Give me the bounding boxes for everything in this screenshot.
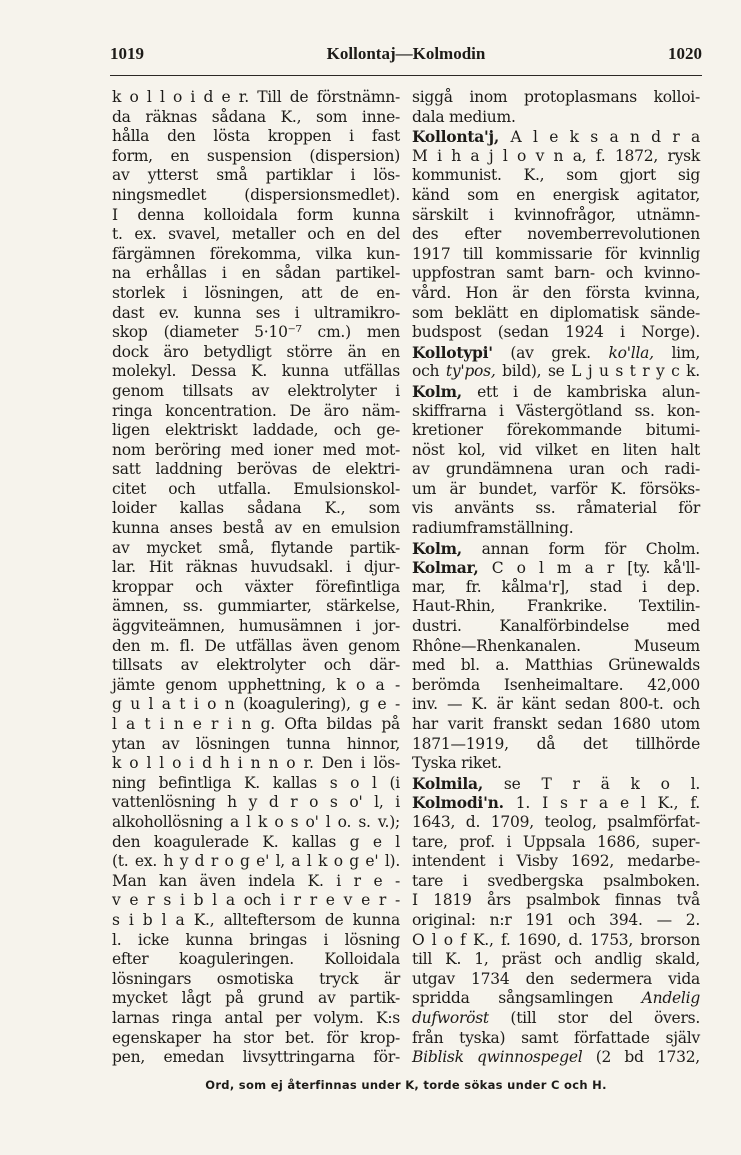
line-text: och xyxy=(412,362,446,381)
line-text: mar, fr. kålma'r], stad i dep. xyxy=(412,577,700,596)
line-text: (av grek. xyxy=(492,343,609,362)
line-text: um är bundet, varför K. försöks- xyxy=(412,479,700,498)
text-line: tillsats av elektrolyter och där- xyxy=(112,656,400,675)
line-text: original: n:r 191 och 394. — 2. xyxy=(412,910,700,929)
italic-term: Biblisk qwinnospegel xyxy=(412,1048,583,1067)
text-line xyxy=(412,950,700,970)
page-title: Kollontaj—Kolmodin xyxy=(326,44,486,63)
line-text: radiumframställning. xyxy=(412,519,574,538)
text-line xyxy=(412,715,700,735)
line-text: des efter novemberrevolutionen xyxy=(412,225,700,244)
text-line: av ytterst små partiklar i lös- xyxy=(112,166,400,185)
text-line: ningsmedlet (dispersionsmedlet). xyxy=(112,185,400,204)
line-text: från tyska) samt författade själv xyxy=(412,1028,700,1047)
line-text: berömda Isenheimaltare. 42,000 xyxy=(412,675,700,694)
text-line: lösningars osmotiska tryck är xyxy=(112,969,400,988)
footer-note: Ord, som ej återfinnas under K, torde sökas under C och H. xyxy=(205,1078,607,1092)
header-rule xyxy=(110,75,702,76)
line-text: inv. — K. är känt sedan 800-t. och xyxy=(412,695,700,714)
headword: Kolm, xyxy=(412,381,462,401)
italic-term: Andelig xyxy=(641,989,700,1008)
text-line xyxy=(412,362,700,382)
left-column xyxy=(112,88,400,1068)
italic-term: ko'lla, xyxy=(608,343,654,362)
line-text: utgav 1734 den sedermera vida xyxy=(412,969,700,988)
text-line xyxy=(412,284,700,304)
text-line: l. icke kunna bringas i lösning xyxy=(112,930,400,949)
text-line xyxy=(412,989,700,1009)
line-text: dala medium. xyxy=(412,107,516,126)
line-text: skiffrarna i Västergötland ss. kon- xyxy=(412,401,700,420)
text-line xyxy=(412,519,700,539)
text-line xyxy=(412,891,700,911)
text-line: egenskaper ha stor bet. för krop- xyxy=(112,1028,400,1047)
headword: Kollonta'j, xyxy=(412,127,500,147)
text-line xyxy=(412,637,700,657)
text-line: loider kallas sådana K., som xyxy=(112,499,400,518)
text-line: nom beröring med ioner med mot- xyxy=(112,440,400,459)
text-line xyxy=(412,931,700,951)
line-text: bild), se L j u s t r y c k. xyxy=(495,362,700,381)
text-line: form, en suspension (dispersion) xyxy=(112,146,400,165)
text-line xyxy=(412,225,700,245)
text-line: ytan av lösningen tunna hinnor, xyxy=(112,734,400,753)
line-text: C o l m a r [ty. kå'll- xyxy=(478,559,700,578)
text-line: alkohollösning a l k o s o' l o. s. v.); xyxy=(112,812,400,831)
line-text: uppfostran samt barn- och kvinno- xyxy=(412,264,700,283)
entry-line xyxy=(412,774,700,794)
text-line: dock äro betydligt större än en xyxy=(112,342,400,361)
line-text: till K. 1, präst och andlig skald, xyxy=(412,950,700,969)
line-text: 1643, d. 1709, teolog, psalmförfat- xyxy=(412,812,700,831)
line-text: kommunist. K., som gjort sig xyxy=(412,166,700,185)
text-line xyxy=(412,578,700,598)
text-line xyxy=(412,735,700,755)
text-line xyxy=(412,245,700,265)
line-text: (2 bd 1732, xyxy=(582,1048,700,1067)
text-line: mycket lågt på grund av partik- xyxy=(112,989,400,1008)
text-line xyxy=(412,833,700,853)
line-text: O l o f K., f. 1690, d. 1753, brorson xyxy=(412,930,700,949)
line-text: 1917 till kommissarie för kvinnlig xyxy=(412,244,700,263)
text-line: t. ex. svavel, metaller och en del xyxy=(112,225,400,244)
line-text: känd som en energisk agitator, xyxy=(412,185,700,204)
entry-line xyxy=(412,382,700,402)
text-line: k o l l o i d e r. Till de förstnämn- xyxy=(112,88,400,106)
text-line: av mycket små, flytande partik- xyxy=(112,538,400,557)
text-line xyxy=(412,813,700,833)
entry-line xyxy=(412,343,700,363)
text-line: l a t i n e r i n g. Ofta bildas på xyxy=(112,715,400,733)
line-text: se T r ä k o l. xyxy=(482,774,700,793)
entry-line xyxy=(412,127,700,147)
page-number-right: 1020 xyxy=(668,44,702,63)
text-line: den m. fl. De utfällas även genom xyxy=(112,636,400,655)
text-line: efter koaguleringen. Kolloidala xyxy=(112,950,400,969)
headword: Kolmodi'n. xyxy=(412,793,504,813)
italic-term: dufworöst xyxy=(412,1008,489,1027)
line-text: 1871—1919, då det tillhörde xyxy=(412,734,700,753)
running-header xyxy=(110,44,702,70)
line-text: som beklätt en diplomatisk sände- xyxy=(412,303,700,322)
text-line: s i b l a K., allteftersom de kunna xyxy=(112,910,400,929)
line-text: vård. Hon är den första kvinna, xyxy=(412,283,700,302)
entry-line xyxy=(412,793,700,813)
text-line xyxy=(412,166,700,186)
text-line: satt laddning berövas de elektri- xyxy=(112,460,400,479)
text-line: äggviteämnen, humusämnen i jor- xyxy=(112,617,400,636)
headword: Kolmila, xyxy=(412,773,483,793)
text-line: storlek i lösningen, att de en- xyxy=(112,283,400,302)
text-line xyxy=(412,304,700,324)
text-line xyxy=(412,206,700,226)
text-line: v e r s i b l a och i r r e v e r - xyxy=(112,891,400,910)
line-text: av grundämnena uran och radi- xyxy=(412,460,700,479)
line-text: särskilt i kvinnofrågor, utnämn- xyxy=(412,205,700,224)
line-text: tare i svedbergska psalmboken. xyxy=(412,871,700,890)
text-line xyxy=(412,617,700,637)
text-line xyxy=(412,441,700,461)
text-line xyxy=(412,872,700,892)
text-line: ämnen, ss. gummiarter, stärkelse, xyxy=(112,597,400,616)
text-line: hålla den lösta kroppen i fast xyxy=(112,127,400,146)
text-line: lar. Hit räknas huvudsakl. i djur- xyxy=(112,558,400,577)
headword: Kolm, xyxy=(412,538,462,558)
line-text: lim, xyxy=(653,343,700,362)
line-text: vis använts ss. råmaterial för xyxy=(412,499,700,518)
text-line xyxy=(412,970,700,990)
line-text: ett i de kambriska alun- xyxy=(461,382,700,401)
entry-line xyxy=(412,539,700,559)
text-line: citet och utfalla. Emulsionskol- xyxy=(112,479,400,498)
line-text: I 1819 års psalmbok finnas två xyxy=(412,891,700,910)
text-line: ringa koncentration. De äro näm- xyxy=(112,401,400,420)
text-line: vattenlösning h y d r o s o' l, i xyxy=(112,793,400,812)
text-line: kunna anses bestå av en emulsion xyxy=(112,519,400,538)
line-text: nöst kol, vid vilket en liten halt xyxy=(412,440,700,459)
text-line xyxy=(412,264,700,284)
text-line xyxy=(412,1009,700,1029)
headword: Kollotypi' xyxy=(412,342,493,362)
text-line: I denna kolloidala form kunna xyxy=(112,205,400,224)
text-line xyxy=(412,421,700,441)
text-line: ligen elektriskt laddade, och ge- xyxy=(112,421,400,440)
text-line xyxy=(412,480,700,500)
page-number-left: 1019 xyxy=(110,44,144,63)
line-text: siggå inom protoplasmans kolloi- xyxy=(412,88,700,106)
text-line: Man kan även indela K. i r e - xyxy=(112,871,400,890)
line-text: tare, prof. i Uppsala 1686, super- xyxy=(412,832,700,851)
text-line: larnas ringa antal per volym. K:s xyxy=(112,1008,400,1027)
text-line xyxy=(412,852,700,872)
text-line xyxy=(412,754,700,774)
italic-term: ty'pos, xyxy=(445,362,496,381)
line-text: 1. I s r a e l K., f. xyxy=(503,794,700,813)
text-line xyxy=(412,402,700,422)
text-line: kroppar och växter förefintliga xyxy=(112,577,400,596)
text-line xyxy=(412,695,700,715)
text-line xyxy=(412,1029,700,1049)
line-text: Haut-Rhin, Frankrike. Textilin- xyxy=(412,597,700,616)
text-line: ning befintliga K. kallas s o l (i xyxy=(112,773,400,792)
text-line xyxy=(412,656,700,676)
text-line xyxy=(412,499,700,519)
text-line: da räknas sådana K., som inne- xyxy=(112,107,400,126)
text-line: na erhållas i en sådan partikel- xyxy=(112,264,400,283)
line-text: (till stor del övers. xyxy=(488,1008,700,1027)
line-text: dustri. Kanalförbindelse med xyxy=(412,617,700,636)
text-line xyxy=(412,88,700,108)
text-line: pen, emedan livsyttringarna för- xyxy=(112,1048,400,1067)
text-line: färgämnen förekomma, vilka kun- xyxy=(112,244,400,263)
text-line: molekyl. Dessa K. kunna utfällas xyxy=(112,362,400,381)
text-line: den koagulerade K. kallas g e l xyxy=(112,832,400,851)
line-text: Tyska riket. xyxy=(412,754,502,773)
text-line xyxy=(412,1048,700,1068)
text-line: k o l l o i d h i n n o r. Den i lös- xyxy=(112,754,400,773)
line-text: budspost (sedan 1924 i Norge). xyxy=(412,323,700,342)
line-text: annan form för Cholm. xyxy=(461,539,700,558)
text-line xyxy=(412,147,700,167)
line-text: M i h a j l o v n a, f. 1872, rysk xyxy=(412,146,700,165)
line-text: A l e k s a n d r a xyxy=(499,128,700,147)
line-text: kretioner förekommande bitumi- xyxy=(412,421,700,440)
text-line: g u l a t i o n (koagulering), g e - xyxy=(112,695,400,714)
text-line: genom tillsats av elektrolyter i xyxy=(112,381,400,400)
text-line xyxy=(412,597,700,617)
text-line: (t. ex. h y d r o g e' l, a l k o g e' l). xyxy=(112,852,400,871)
text-line: skop (diameter 5·10⁻⁷ cm.) men xyxy=(112,323,400,342)
text-line xyxy=(412,108,700,128)
text-line xyxy=(412,186,700,206)
text-line xyxy=(412,460,700,480)
line-text: spridda sångsamlingen xyxy=(412,989,642,1008)
line-text: med bl. a. Matthias Grünewalds xyxy=(412,656,700,675)
headword: Kolmar, xyxy=(412,558,479,578)
text-line xyxy=(412,676,700,696)
line-text: intendent i Visby 1692, medarbe- xyxy=(412,852,700,871)
text-line: jämte genom upphettning, k o a - xyxy=(112,675,400,694)
entry-line xyxy=(412,558,700,578)
line-text: har varit franskt sedan 1680 utom xyxy=(412,715,700,733)
line-text: Rhône—Rhenkanalen. Museum xyxy=(412,636,700,655)
text-line xyxy=(412,323,700,343)
text-line: dast ev. kunna ses i ultramikro- xyxy=(112,303,400,322)
right-column xyxy=(412,88,700,1068)
text-line xyxy=(412,911,700,931)
